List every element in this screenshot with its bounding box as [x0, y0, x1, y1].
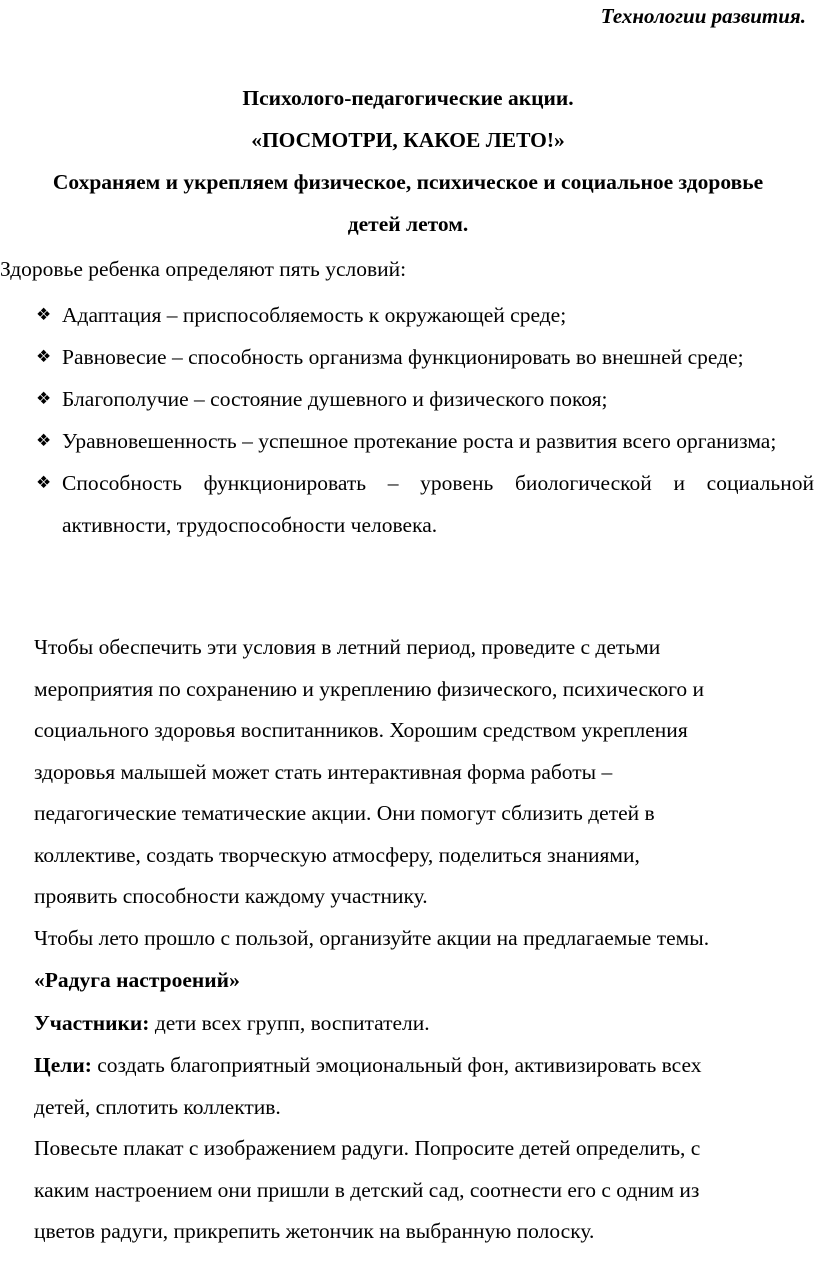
paragraph-rainbow: Повесьте плакат с изображением радуги. Попросите детей определить, с каким настроением они пришли в детский сад, соотнести его с одним из цветов радуги, прикрепить жетончик на выбранную полоску.: [34, 1136, 701, 1243]
participants-label: Участники:: [34, 1011, 150, 1035]
intro-text: Здоровье ребенка определяют пять условий:: [0, 257, 407, 281]
paragraph-conditions: Чтобы обеспечить эти условия в летний период, проведите с детьми мероприятия по сохранению и укреплению физического, психического и социального здоровья воспитанников. Хорошим средством укрепления здоровья малышей может стать интерактивная форма работы – педагогические тематические акции. Они помогут сблизить детей в коллективе, создать творческую атмосферу, поделиться знаниями, проявить способности каждому участнику.: [34, 635, 705, 908]
goals-text-1: создать благоприятный эмоциональный фон, активизировать всех: [91, 1053, 702, 1077]
list-item: ❖ Уравновешенность – успешное протекание роста и развития всего организма;: [0, 420, 816, 462]
title-line-1: Психолого-педагогические акции.: [242, 86, 574, 110]
goals-label: Цели:: [34, 1053, 92, 1077]
list-item: ❖ Равновесие – способность организма функционировать во внешней среде;: [0, 336, 816, 378]
title-line-2: «ПОСМОТРИ, КАКОЕ ЛЕТО!»: [251, 128, 565, 152]
list-item: ❖ Способность функционировать – уровень биологической и социальной активности, трудоспособности человека.: [0, 462, 816, 546]
title-line-3: Сохраняем и укрепляем физическое, психическое и социальное здоровье: [52, 170, 764, 194]
diamond-bullet-icon: ❖: [36, 389, 52, 409]
goals-block: [34, 1045, 804, 1128]
participants-text: дети всех групп, воспитатели.: [149, 1011, 430, 1035]
paragraph-summer: Чтобы лето прошло с пользой, организуйте акции на предлагаемые темы.: [34, 926, 710, 950]
goals-text-2: детей, сплотить коллектив.: [34, 1094, 281, 1119]
diamond-bullet-icon: ❖: [36, 473, 52, 493]
diamond-bullet-icon: ❖: [36, 305, 52, 325]
list-item: ❖ Благополучие – состояние душевного и физического покоя;: [0, 378, 816, 420]
diamond-bullet-icon: ❖: [36, 347, 52, 367]
participants-line: [34, 1003, 804, 1045]
list-item: ❖ Адаптация – приспособляемость к окружающей среде;: [0, 294, 816, 336]
action-title: «Радуга настроений»: [34, 968, 240, 992]
diamond-bullet-icon: ❖: [36, 431, 52, 451]
conditions-list: [0, 294, 816, 546]
title-line-4: детей летом.: [347, 212, 469, 236]
section-header: Технологии развития.: [600, 4, 806, 28]
